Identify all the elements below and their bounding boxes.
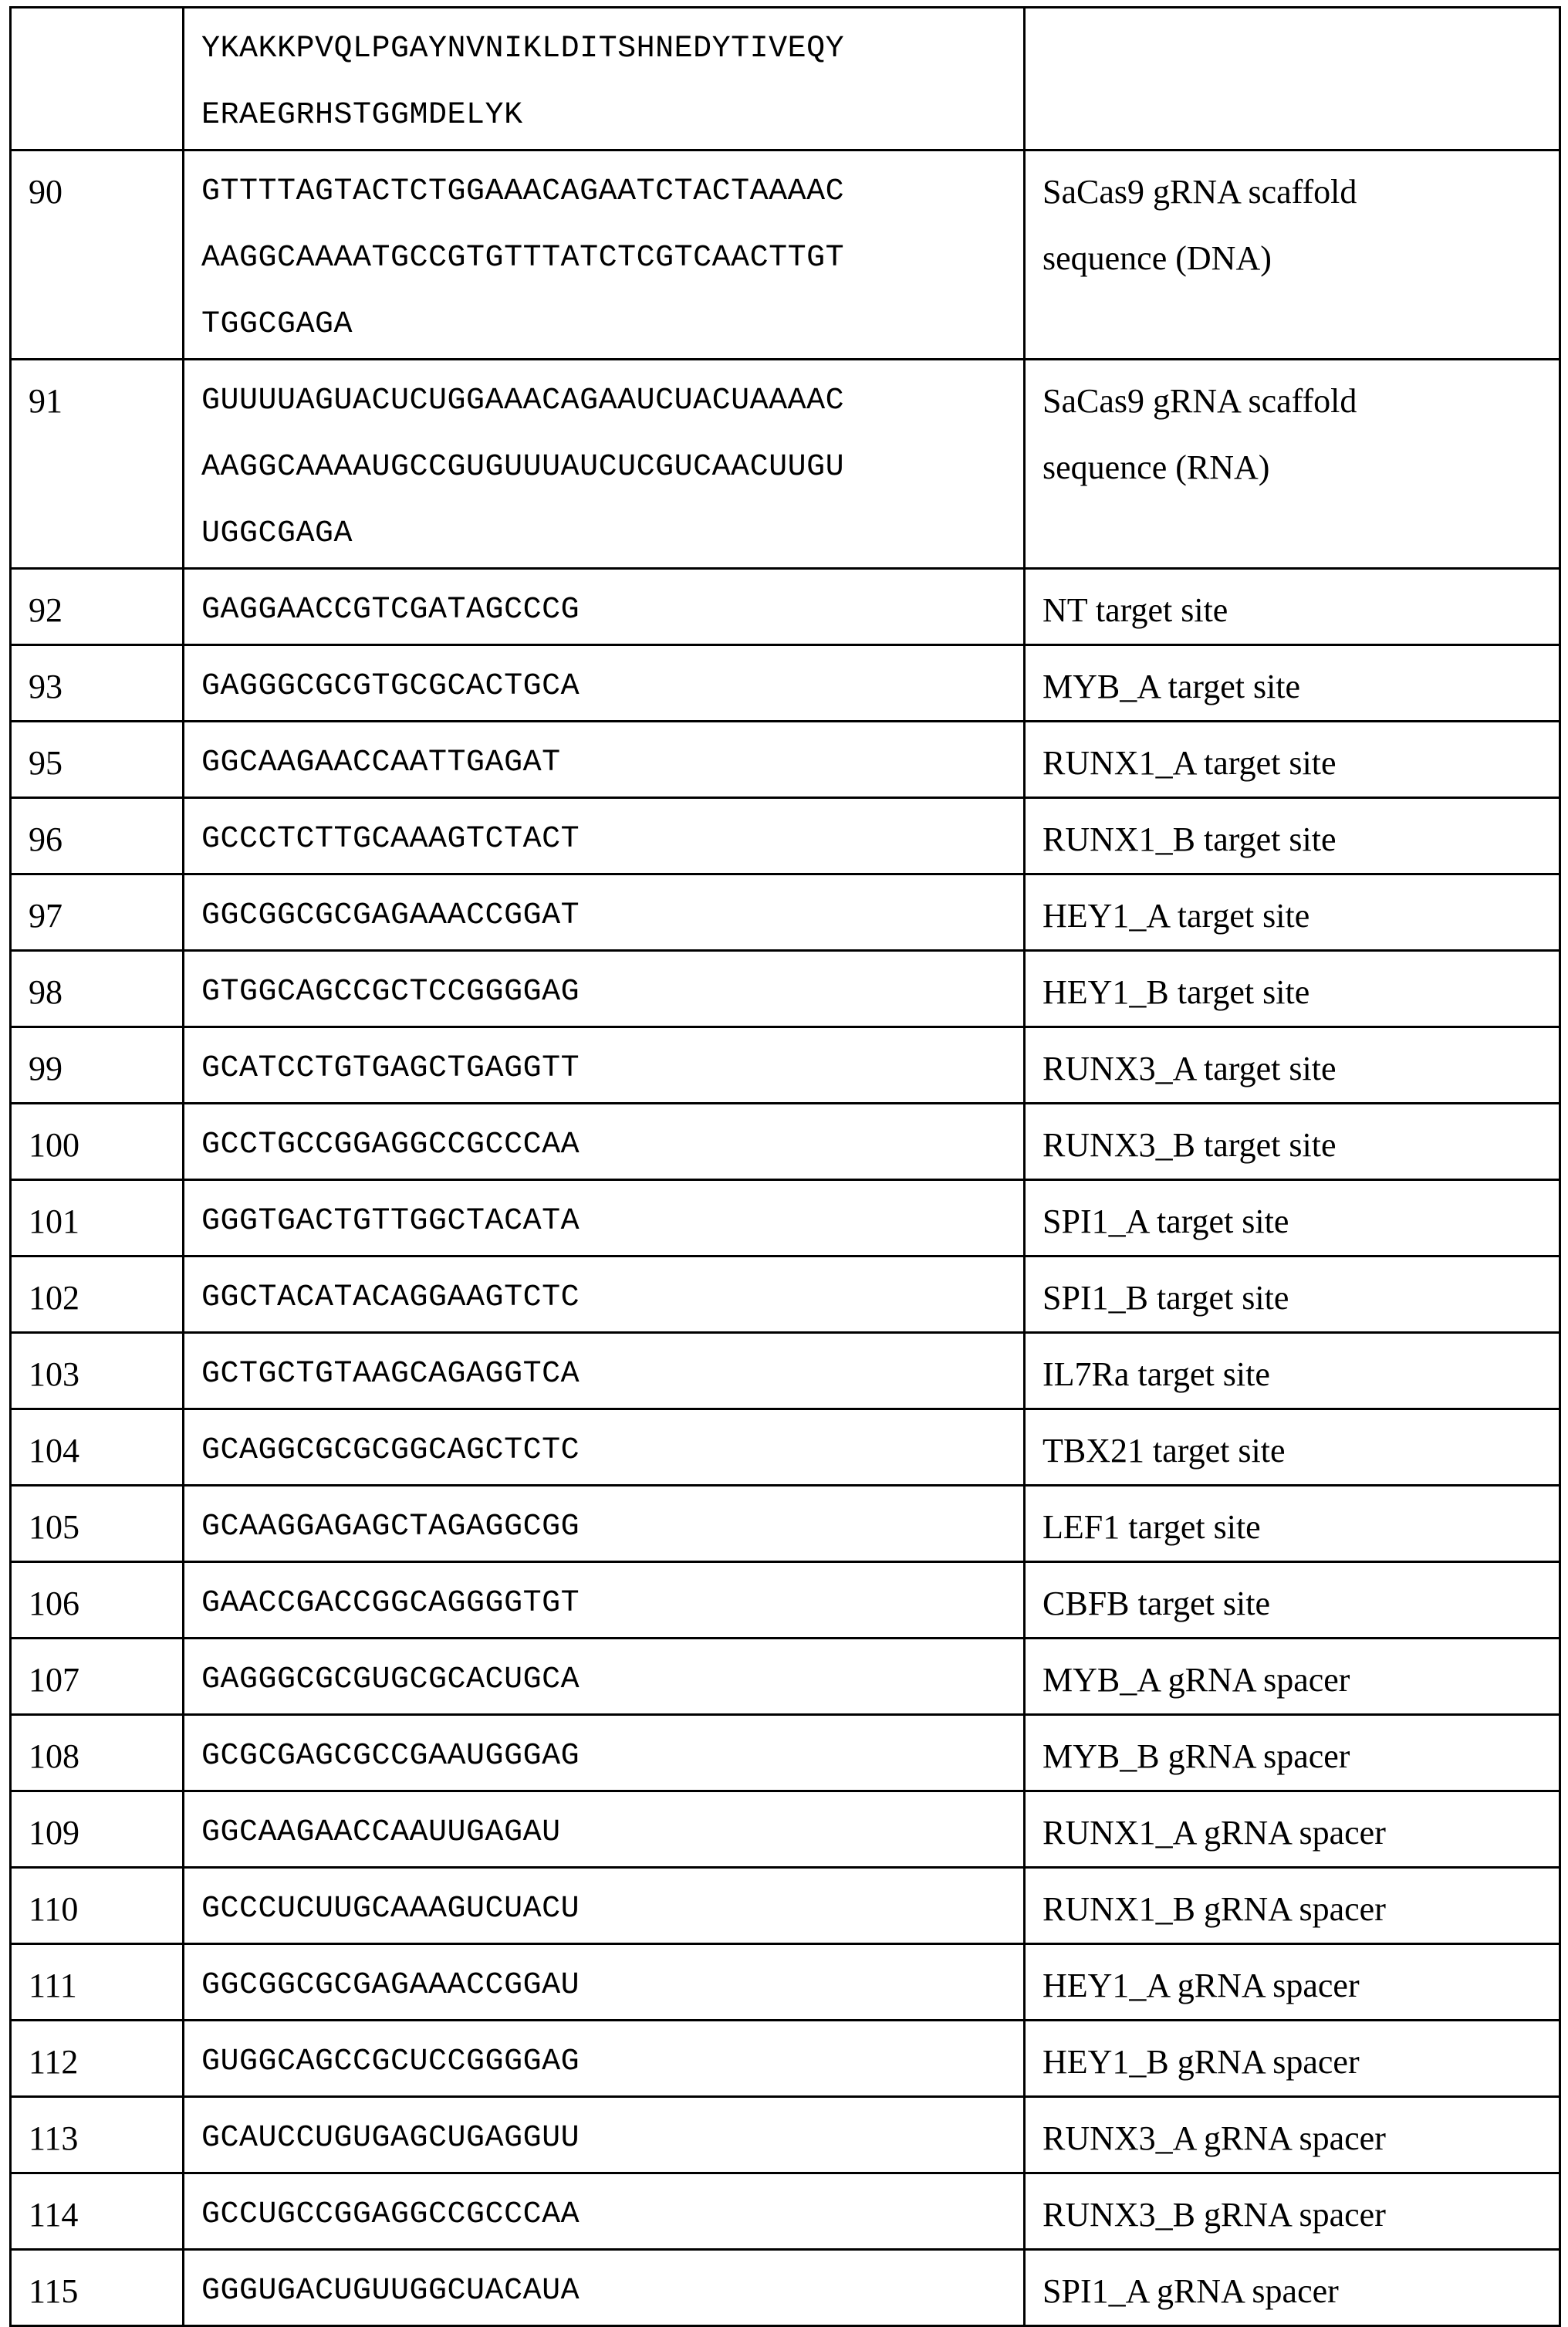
description-line: RUNX3_B gRNA spacer	[1043, 2196, 1386, 2234]
description-cell	[1025, 1715, 1560, 1791]
description-cell	[1025, 722, 1560, 798]
description-line: RUNX1_B gRNA spacer	[1043, 1890, 1386, 1928]
seq-id-cell	[11, 1791, 184, 1868]
table-row	[11, 1639, 1560, 1715]
description-cell	[1025, 2250, 1560, 2326]
sequence-cell	[184, 1257, 1025, 1333]
table-row	[11, 1868, 1560, 1944]
table-row	[11, 1409, 1560, 1486]
sequence-line: GAGGGCGCGTGCGCACTGCA	[201, 669, 580, 704]
seq-id-cell	[11, 1104, 184, 1180]
sequence-line: GCATCCTGTGAGCTGAGGTT	[201, 1051, 580, 1086]
table-row	[11, 2173, 1560, 2250]
description-line: SPI1_A target site	[1043, 1202, 1289, 1240]
seq-id-cell	[11, 798, 184, 874]
seq-id-cell	[11, 151, 184, 360]
sequence-cell	[184, 569, 1025, 645]
seq-id: 96	[29, 820, 63, 858]
description-line: RUNX1_A gRNA spacer	[1043, 1814, 1386, 1852]
sequence-cell	[184, 798, 1025, 874]
sequence-cell	[184, 360, 1025, 569]
sequence-cell	[184, 1562, 1025, 1639]
sequence-table	[9, 6, 1561, 2327]
sequence-cell	[184, 1944, 1025, 2021]
seq-id: 99	[29, 1050, 63, 1087]
description-cell	[1025, 1791, 1560, 1868]
sequence-cell	[184, 1715, 1025, 1791]
sequence-line: GUUUUAGUACUCUGGAAACAGAAUCUACUAAAAC	[201, 384, 845, 418]
table-row	[11, 1486, 1560, 1562]
seq-id: 107	[29, 1661, 79, 1699]
description-line: HEY1_B target site	[1043, 973, 1310, 1011]
description-cell	[1025, 151, 1560, 360]
seq-id-cell	[11, 1639, 184, 1715]
sequence-cell	[184, 645, 1025, 722]
seq-id-cell	[11, 1944, 184, 2021]
table-row	[11, 874, 1560, 951]
seq-id: 90	[29, 173, 63, 211]
description-line: IL7Ra target site	[1043, 1355, 1270, 1393]
sequence-cell	[184, 722, 1025, 798]
table-row	[11, 645, 1560, 722]
description-line: CBFB target site	[1043, 1585, 1270, 1622]
sequence-cell	[184, 8, 1025, 151]
description-cell	[1025, 1944, 1560, 2021]
sequence-line: GCCUGCCGGAGGCCGCCCAA	[201, 2197, 580, 2232]
seq-id: 114	[29, 2196, 79, 2234]
sequence-line: GCAUCCUGUGAGCUGAGGUU	[201, 2121, 580, 2156]
description-line: HEY1_A gRNA spacer	[1043, 1967, 1360, 2004]
description-cell	[1025, 2097, 1560, 2173]
table-row	[11, 1715, 1560, 1791]
sequence-line: GGCGGCGCGAGAAACCGGAT	[201, 898, 580, 933]
seq-id: 93	[29, 668, 63, 705]
sequence-cell	[184, 1486, 1025, 1562]
description-cell	[1025, 1333, 1560, 1409]
seq-id-cell	[11, 1027, 184, 1104]
seq-id-cell	[11, 2173, 184, 2250]
description-cell	[1025, 1562, 1560, 1639]
sequence-cell	[184, 2173, 1025, 2250]
table-row	[11, 2250, 1560, 2326]
seq-id-cell	[11, 8, 184, 151]
table-row	[11, 1027, 1560, 1104]
description-cell	[1025, 1180, 1560, 1257]
seq-id: 104	[29, 1432, 79, 1470]
sequence-line: UGGCGAGA	[201, 516, 353, 551]
description-cell	[1025, 2021, 1560, 2097]
sequence-cell	[184, 2250, 1025, 2326]
sequence-line: YKAKKPVQLPGAYNVNIKLDITSHNEDYTIVEQY	[201, 32, 845, 66]
description-cell	[1025, 1639, 1560, 1715]
description-line: LEF1 target site	[1043, 1508, 1261, 1546]
seq-id-cell	[11, 1715, 184, 1791]
sequence-cell	[184, 1409, 1025, 1486]
description-line: sequence (RNA)	[1043, 448, 1270, 486]
table-row	[11, 1257, 1560, 1333]
description-cell	[1025, 2173, 1560, 2250]
table-row	[11, 951, 1560, 1027]
sequence-line: GGCAAGAACCAATTGAGAT	[201, 746, 561, 780]
sequence-table-body	[11, 8, 1560, 2326]
sequence-cell	[184, 2021, 1025, 2097]
seq-id-cell	[11, 1257, 184, 1333]
table-row	[11, 360, 1560, 569]
description-line: RUNX1_A target site	[1043, 744, 1337, 782]
seq-id-cell	[11, 1180, 184, 1257]
description-line: HEY1_A target site	[1043, 897, 1310, 935]
sequence-line: GUGGCAGCCGCUCCGGGGAG	[201, 2045, 580, 2079]
sequence-line: GCCCTCTTGCAAAGTCTACT	[201, 822, 580, 857]
description-line: RUNX3_B target site	[1043, 1126, 1337, 1164]
seq-id-cell	[11, 2021, 184, 2097]
description-line: SaCas9 gRNA scaffold	[1043, 173, 1357, 211]
seq-id: 106	[29, 1585, 79, 1622]
table-row	[11, 722, 1560, 798]
sequence-line: GTGGCAGCCGCTCCGGGGAG	[201, 975, 580, 1010]
seq-id: 97	[29, 897, 63, 935]
sequence-cell	[184, 2097, 1025, 2173]
seq-id: 113	[29, 2119, 79, 2157]
sequence-cell	[184, 1027, 1025, 1104]
seq-id-cell	[11, 1409, 184, 1486]
table-row	[11, 1180, 1560, 1257]
sequence-line: ERAEGRHSTGGMDELYK	[201, 98, 523, 133]
description-cell	[1025, 798, 1560, 874]
description-line: MYB_A target site	[1043, 668, 1301, 705]
seq-id: 92	[29, 591, 63, 629]
description-cell	[1025, 874, 1560, 951]
sequence-cell	[184, 151, 1025, 360]
sequence-line: GGCGGCGCGAGAAACCGGAU	[201, 1968, 580, 2003]
table-row	[11, 1562, 1560, 1639]
sequence-cell	[184, 1333, 1025, 1409]
sequence-line: GCAAGGAGAGCTAGAGGCGG	[201, 1510, 580, 1544]
seq-id-cell	[11, 2097, 184, 2173]
table-row	[11, 2021, 1560, 2097]
sequence-line: GCGCGAGCGCCGAAUGGGAG	[201, 1739, 580, 1774]
description-cell	[1025, 1027, 1560, 1104]
description-line: TBX21 target site	[1043, 1432, 1286, 1470]
sequence-line: GGGTGACTGTTGGCTACATA	[201, 1204, 580, 1239]
seq-id: 95	[29, 744, 63, 782]
description-cell	[1025, 1868, 1560, 1944]
description-cell	[1025, 1409, 1560, 1486]
seq-id-cell	[11, 645, 184, 722]
sequence-line: TGGCGAGA	[201, 307, 353, 342]
sequence-line: GCTGCTGTAAGCAGAGGTCA	[201, 1357, 580, 1392]
seq-id-cell	[11, 951, 184, 1027]
description-line: sequence (DNA)	[1043, 239, 1272, 277]
description-line: RUNX3_A gRNA spacer	[1043, 2119, 1386, 2157]
description-line: HEY1_B gRNA spacer	[1043, 2043, 1360, 2081]
sequence-line: GCCTGCCGGAGGCCGCCCAA	[201, 1128, 580, 1162]
sequence-cell	[184, 1868, 1025, 1944]
table-row	[11, 8, 1560, 151]
seq-id-cell	[11, 2250, 184, 2326]
sequence-cell	[184, 951, 1025, 1027]
sequence-line: GGGUGACUGUUGGCUACAUA	[201, 2274, 580, 2308]
sequence-cell	[184, 874, 1025, 951]
seq-id: 111	[29, 1967, 77, 2004]
seq-id-cell	[11, 360, 184, 569]
sequence-line: GGCAAGAACCAAUUGAGAU	[201, 1815, 561, 1850]
seq-id-cell	[11, 874, 184, 951]
sequence-line: GCAGGCGCGCGGCAGCTCTC	[201, 1433, 580, 1468]
table-row	[11, 1944, 1560, 2021]
sequence-line: GTTTTAGTACTCTGGAAACAGAATCTACTAAAAC	[201, 174, 845, 209]
sequence-cell	[184, 1639, 1025, 1715]
table-row	[11, 569, 1560, 645]
seq-id: 110	[29, 1890, 79, 1928]
seq-id-cell	[11, 722, 184, 798]
description-line: SaCas9 gRNA scaffold	[1043, 382, 1357, 420]
seq-id-cell	[11, 1333, 184, 1409]
seq-id-cell	[11, 1868, 184, 1944]
description-line: RUNX1_B target site	[1043, 820, 1337, 858]
description-cell	[1025, 1104, 1560, 1180]
table-row	[11, 798, 1560, 874]
seq-id: 101	[29, 1202, 79, 1240]
seq-id: 91	[29, 382, 63, 420]
seq-id: 103	[29, 1355, 79, 1393]
seq-id: 100	[29, 1126, 79, 1164]
seq-id-cell	[11, 1562, 184, 1639]
description-line: SPI1_B target site	[1043, 1279, 1289, 1317]
description-cell	[1025, 951, 1560, 1027]
description-cell	[1025, 8, 1560, 151]
table-row	[11, 1104, 1560, 1180]
seq-id: 109	[29, 1814, 79, 1852]
seq-id: 115	[29, 2272, 79, 2310]
sequence-cell	[184, 1104, 1025, 1180]
description-line: MYB_B gRNA spacer	[1043, 1737, 1350, 1775]
description-cell	[1025, 569, 1560, 645]
table-row	[11, 1791, 1560, 1868]
description-line: NT target site	[1043, 591, 1228, 629]
description-line: SPI1_A gRNA spacer	[1043, 2272, 1339, 2310]
sequence-cell	[184, 1791, 1025, 1868]
table-row	[11, 2097, 1560, 2173]
seq-id-cell	[11, 569, 184, 645]
seq-id: 108	[29, 1737, 79, 1775]
sequence-line: GAGGGCGCGUGCGCACUGCA	[201, 1662, 580, 1697]
description-cell	[1025, 1486, 1560, 1562]
description-line: MYB_A gRNA spacer	[1043, 1661, 1350, 1699]
sequence-line: GCCCUCUUGCAAAGUCUACU	[201, 1892, 580, 1926]
sequence-line: AAGGCAAAATGCCGTGTTTATCTCGTCAACTTGT	[201, 241, 845, 276]
sequence-cell	[184, 1180, 1025, 1257]
seq-id: 102	[29, 1279, 79, 1317]
table-row	[11, 151, 1560, 360]
table-row	[11, 1333, 1560, 1409]
sequence-line: GGCTACATACAGGAAGTCTC	[201, 1280, 580, 1315]
description-line: RUNX3_A target site	[1043, 1050, 1337, 1087]
description-cell	[1025, 1257, 1560, 1333]
seq-id: 98	[29, 973, 63, 1011]
description-cell	[1025, 360, 1560, 569]
seq-id: 112	[29, 2043, 79, 2081]
description-cell	[1025, 645, 1560, 722]
seq-id: 105	[29, 1508, 79, 1546]
sequence-line: AAGGCAAAAUGCCGUGUUUAUCUCGUCAACUUGU	[201, 450, 845, 485]
sequence-line: GAACCGACCGGCAGGGGTGT	[201, 1586, 580, 1621]
sequence-line: GAGGAACCGTCGATAGCCCG	[201, 593, 580, 627]
seq-id-cell	[11, 1486, 184, 1562]
